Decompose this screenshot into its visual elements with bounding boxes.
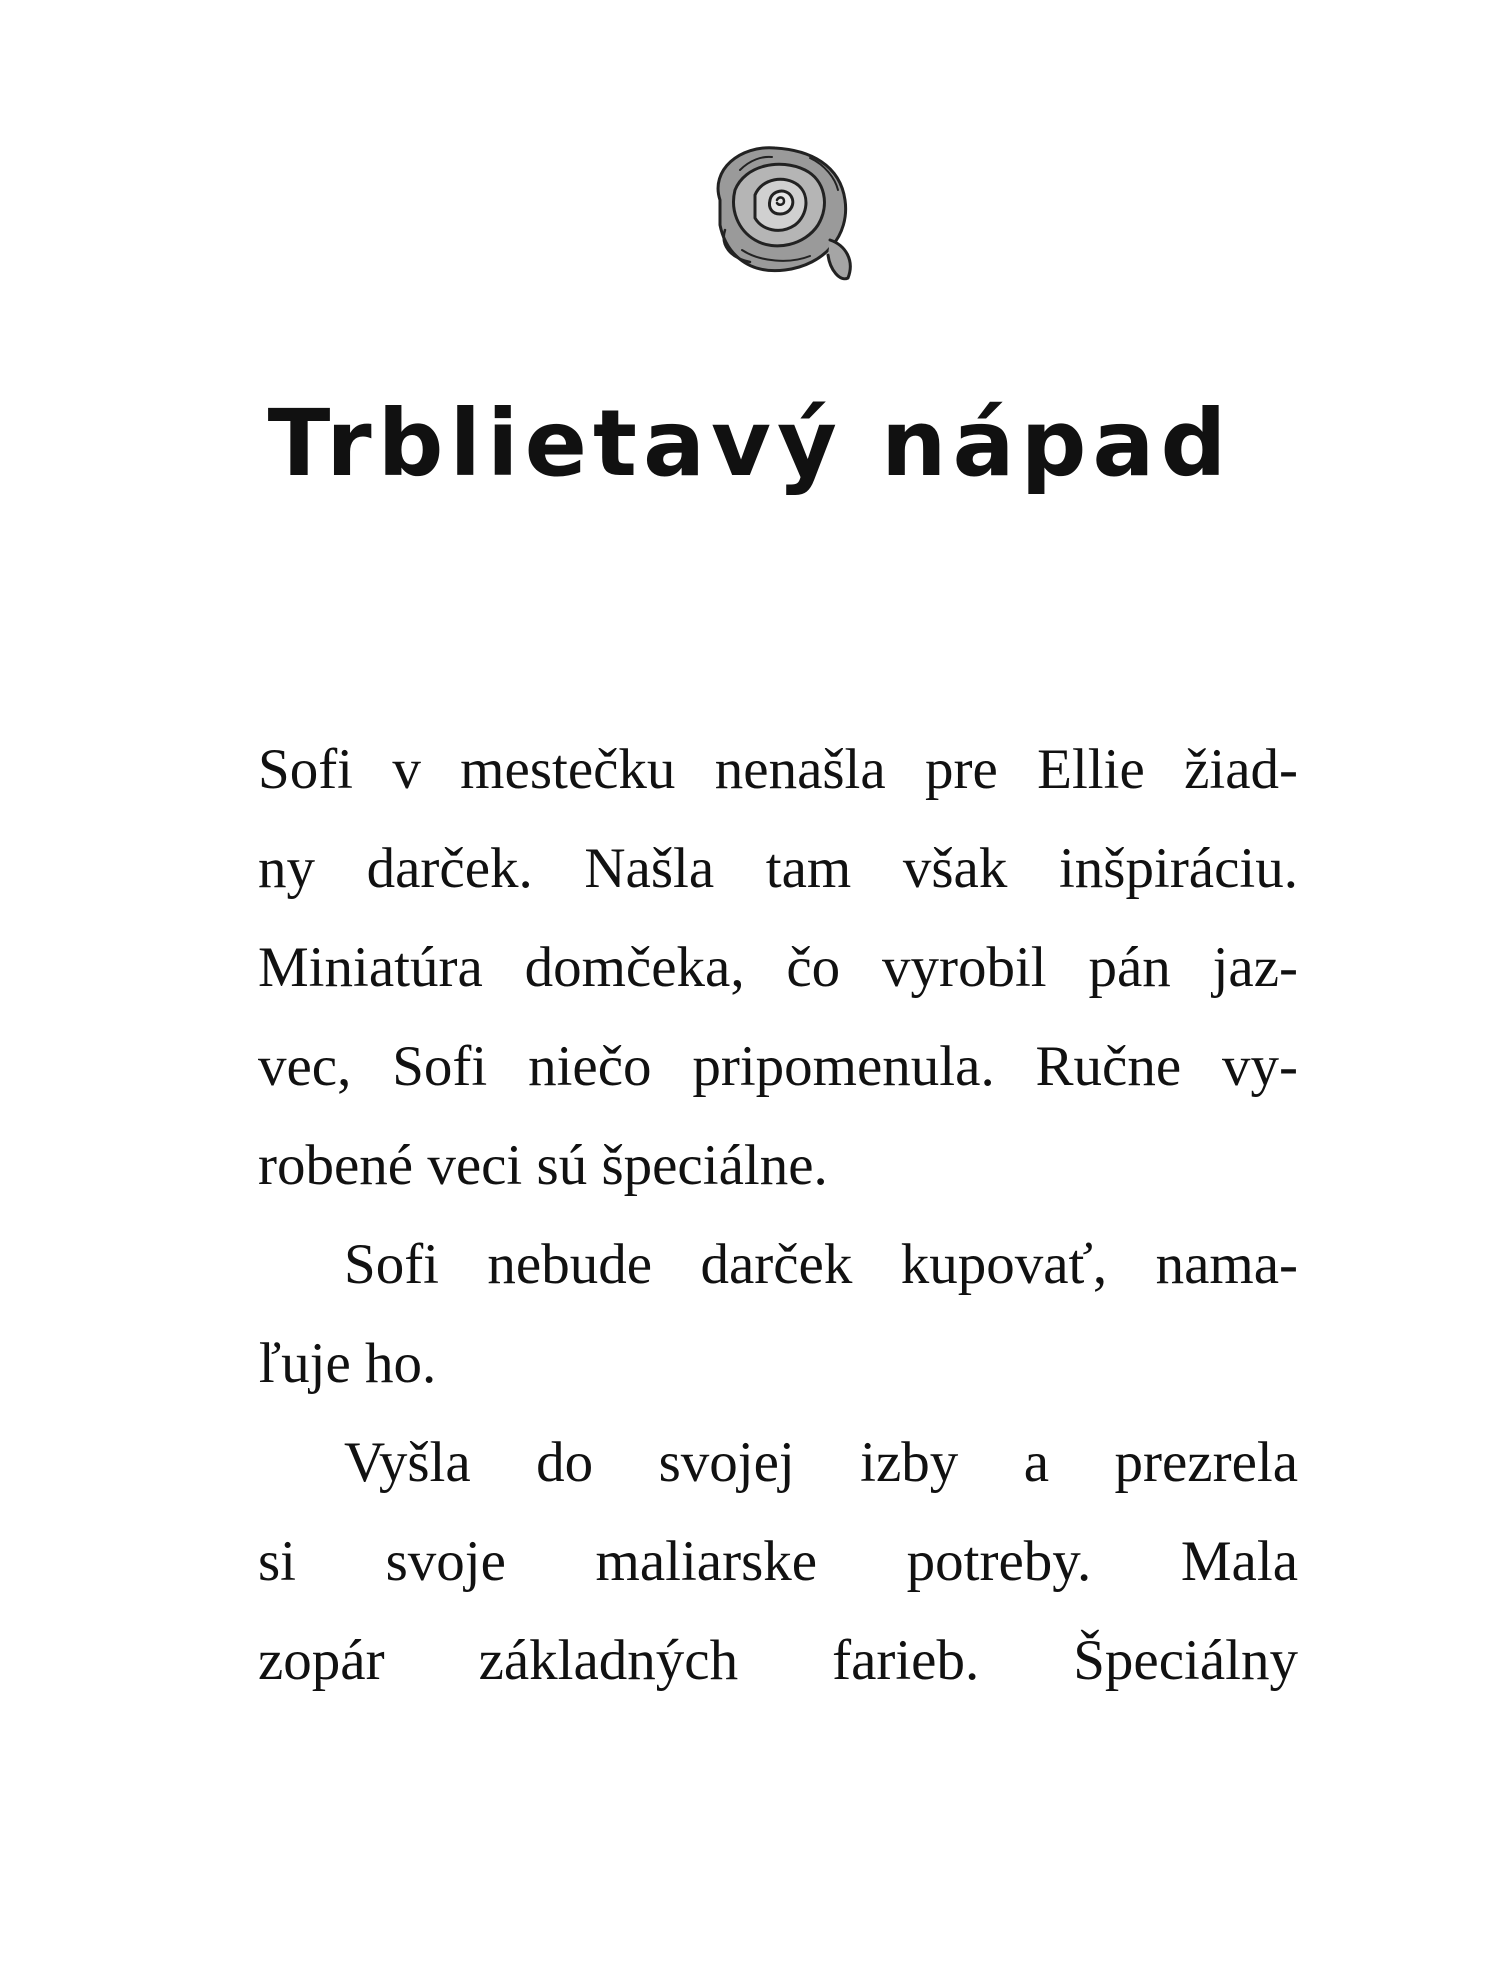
- text-line: zopár základných farieb. Špeciálny: [258, 1629, 1298, 1692]
- chapter-body: [258, 720, 1298, 1710]
- rose-icon: [680, 130, 880, 290]
- text-line: vec, Sofi niečo pripomenula. Ručne vy-: [258, 1035, 1298, 1098]
- text-line: ny darček. Našla tam však inšpiráciu.: [258, 837, 1298, 900]
- text-line: Sofi v mestečku nenašla pre Ellie žiad-: [258, 738, 1298, 801]
- chapter-title: Trblietavý nápad: [267, 390, 1233, 497]
- text-line: Vyšla do svojej izby a prezrela: [344, 1431, 1298, 1494]
- text-line: ľuje ho.: [258, 1332, 437, 1395]
- text-line: robené veci sú špeciálne.: [258, 1134, 828, 1197]
- text-line: Sofi nebude darček kupovať, nama-: [344, 1233, 1298, 1296]
- text-line: si svoje maliarske potreby. Mala: [258, 1530, 1298, 1593]
- text-line: Miniatúra domčeka, čo vyrobil pán jaz-: [258, 936, 1298, 999]
